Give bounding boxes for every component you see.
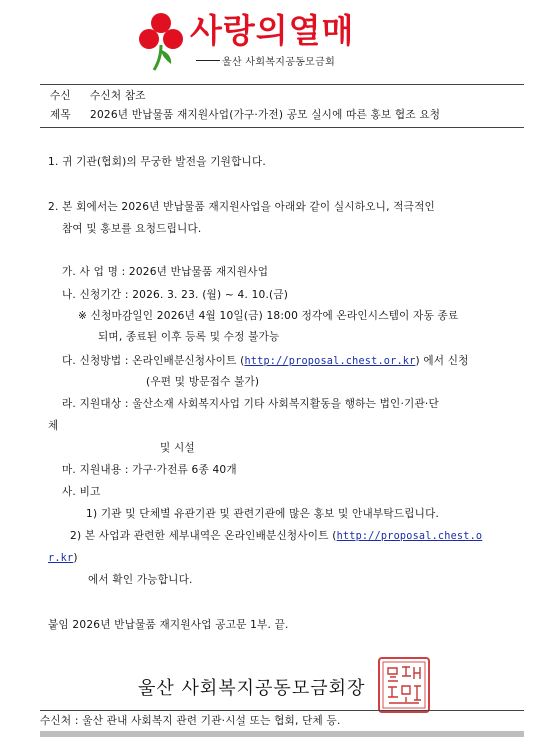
item-da-note: (우편 및 방문접수 불가) [146, 376, 260, 388]
item-na: 나. 신청기간 : 2026. 3. 23. (월) ~ 4. 10.(금) [62, 289, 289, 301]
item-sa-2-line-3: 에서 확인 가능합니다. [88, 574, 193, 586]
item-na-note-1: ※ 신청마감일인 2026년 4월 10일(금) 18:00 정각에 온라인시스템이 자동 종료 [78, 310, 459, 322]
seal-stamp-icon [376, 655, 432, 715]
item-sa: 사. 비고 [62, 486, 101, 498]
proposal-site-link-2-cont[interactable]: r.kr [48, 553, 74, 564]
item-ma: 마. 지원내용 : 가구·가전류 6종 40개 [62, 464, 237, 476]
header-bottom-rule [40, 127, 524, 128]
attachment-line: 붙임 2026년 반납물품 재지원사업 공고문 1부. 끝. [48, 619, 289, 631]
recipients-line: 수신처 : 울산 관내 사회복지 관련 기관·시설 또는 협회, 단체 등. [40, 715, 341, 727]
to-value: 수신처 참조 [90, 90, 146, 102]
footer-bar [40, 731, 524, 737]
item-ra-line-2: 체 [48, 420, 59, 432]
issuer-name: 울산 사회복지공동모금회장 [138, 678, 366, 699]
proposal-site-link[interactable]: http://proposal.chest.or.kr [244, 356, 416, 367]
subject-value: 2026년 반납물품 재지원사업(가구·가전) 공모 실시에 따른 홍보 협조 요청 [90, 109, 441, 121]
logo-title: 사랑의열매 [190, 11, 355, 50]
item-sa-2 [70, 529, 482, 544]
proposal-site-link-2[interactable]: http://proposal.chest.o [336, 531, 483, 542]
item-ra-line-3: 및 시설 [160, 442, 195, 454]
paragraph-2-line-2: 참여 및 홍보를 요청드립니다. [62, 223, 202, 235]
item-sa-2-post: ) [73, 552, 78, 564]
item-da [62, 354, 469, 369]
to-label: 수신 [50, 90, 71, 102]
logo-subtitle: 울산 사회복지공동모금회 [222, 57, 336, 68]
item-ra-line-1: 라. 지원대상 : 울산소재 사회복지사업 기타 사회복지활동을 행하는 법인·기관·단 [62, 398, 439, 410]
subject-label: 제목 [50, 109, 71, 121]
paragraph-2-line-1: 2. 본 회에서는 2026년 반납물품 재지원사업을 아래와 같이 실시하오니, 적극적인 [48, 201, 435, 213]
official-seal [376, 655, 432, 715]
item-ga: 가. 사 업 명 : 2026년 반납물품 재지원사업 [62, 266, 269, 278]
item-da-post: ) 에서 신청 [415, 355, 469, 367]
fruit-cluster-icon [138, 12, 194, 74]
logo [138, 12, 368, 74]
logo-divider [196, 60, 220, 61]
item-sa-2-cont [48, 551, 78, 566]
item-sa-2-pre: 2) 본 사업과 관련한 세부내역은 온라인배분신청사이트 ( [70, 530, 337, 542]
item-sa-1: 1) 기관 및 단체별 유관기관 및 관련기관에 많은 홍보 및 안내부탁드립니다. [86, 508, 440, 520]
footer-rule [40, 710, 524, 711]
item-na-note-2: 되며, 종료된 이후 등록 및 수정 불가능 [98, 331, 280, 343]
item-da-pre: 다. 신청방법 : 온라인배분신청사이트 ( [62, 355, 245, 367]
paragraph-1: 1. 귀 기관(협회)의 무궁한 발전을 기원합니다. [48, 156, 266, 168]
header-top-rule [40, 84, 524, 85]
